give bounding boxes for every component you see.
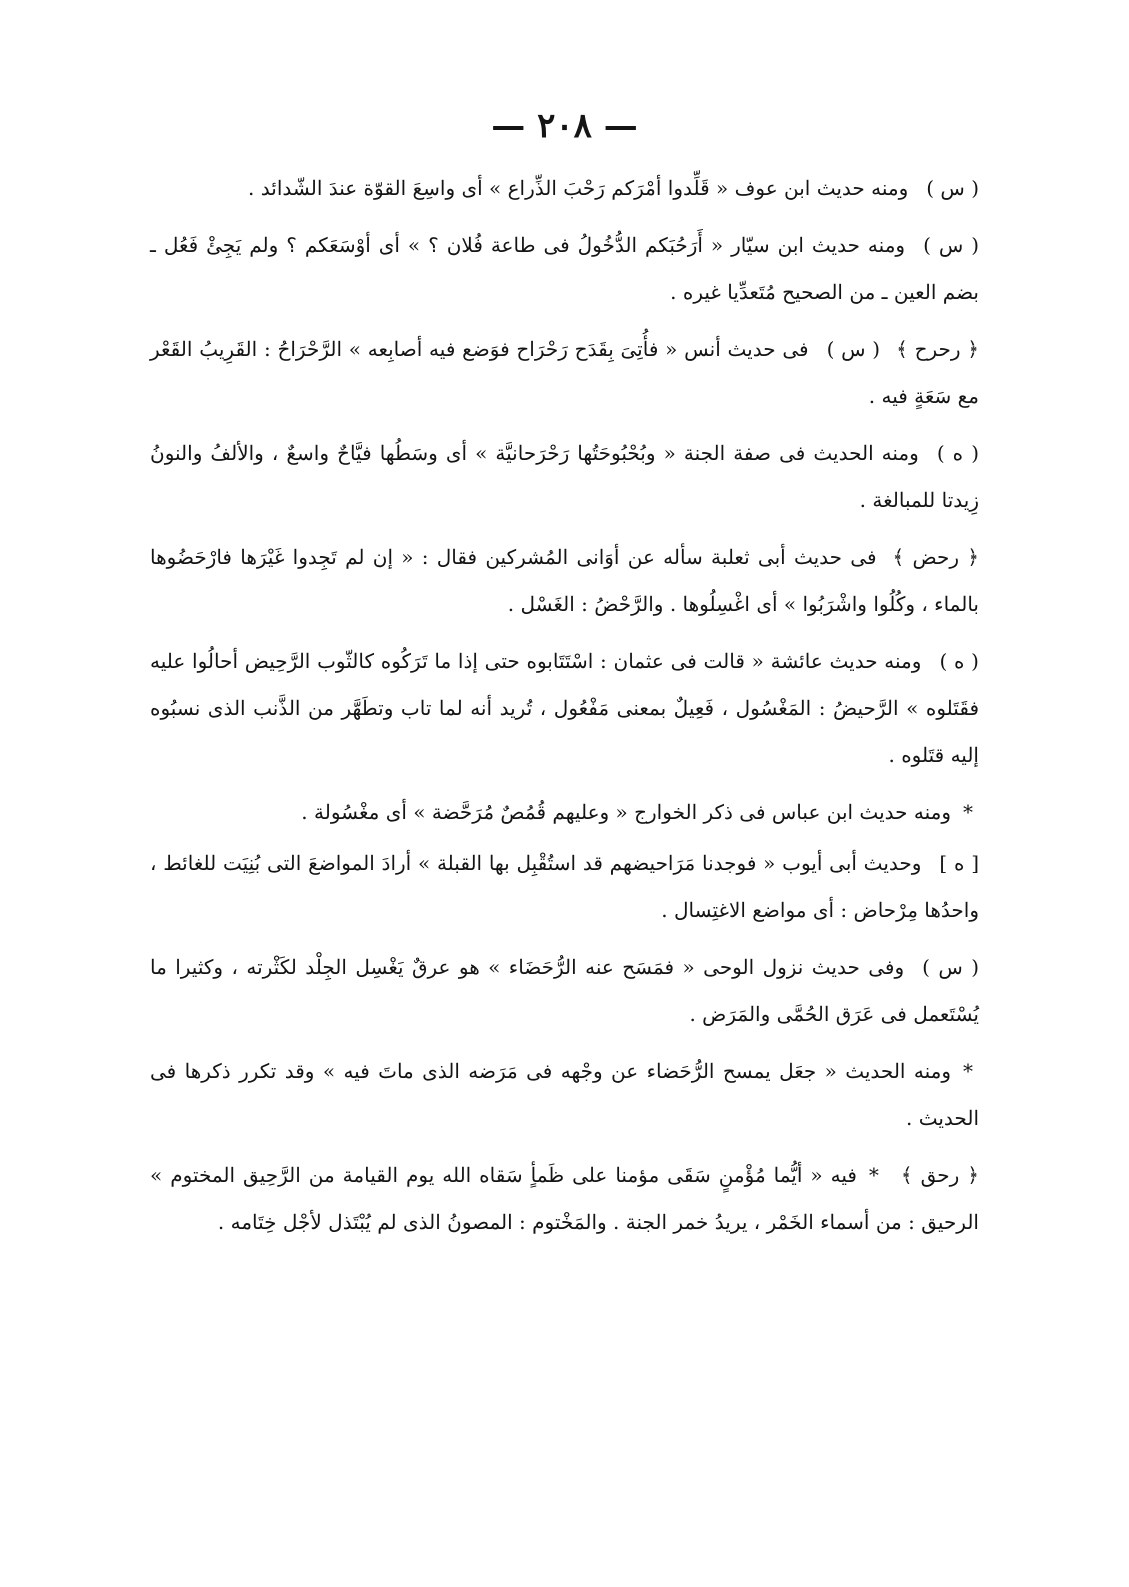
- entry-paragraph: [150, 1048, 979, 1142]
- paragraph-text: ومنه حديث ابن عباس فى ذكر الخوارج « وعليهم قُمُصٌ مُرَحَّضة » أى مغْسُولة .: [301, 800, 951, 824]
- entry-paragraph: [150, 326, 979, 420]
- entry-paragraph: [150, 222, 979, 316]
- paragraph-text: فى حديث أبى ثعلبة سأله عن أوَانى المُشركين فقال : « إن لم تَجِدوا غَيْرَها فارْحَضُوها بالماء ، وكُلُوا واشْرَبُوا » أى اغْسِلُوها . والرَّحْضُ : الغَسْل .: [150, 545, 979, 616]
- source-mark: ( س ): [826, 337, 881, 361]
- entry-paragraph: [150, 638, 979, 779]
- entry-paragraph: [150, 789, 979, 836]
- paragraph-text: ومنه حديث عائشة « قالت فى عثمان : اسْتَتَابوه حتى إذا ما تَرَكُوه كالثّوب الرَّحِيض أحالُوا عليه فقَتَلوه » الرَّحيضُ : المَغْسُول ، فَعِيلٌ بمعنى مَفْعُول ، تُريد أنه لما تاب وتطَهَّر من الذَّنب الذى نسبُوه إليه قتَلوه .: [150, 649, 979, 767]
- root-heading: ﴿ رحض ﴾: [892, 545, 979, 569]
- body-text: [150, 165, 979, 1256]
- entry-paragraph: [150, 944, 979, 1038]
- star-marker: *: [963, 1059, 973, 1083]
- paragraph-text: وحديث أبى أيوب « فوجدنا مَرَاحيضهم قد استُقْبِل بها القبلة » أرادَ المواضعَ التى بُنِيَت للغائط ، واحدُها مِرْحاض : أى مواضع الاغتِسال .: [150, 851, 979, 922]
- star-marker: *: [963, 800, 973, 824]
- root-heading: ﴿ رحق ﴾: [900, 1163, 979, 1187]
- paragraph-text: فيه « أيُّما مُؤْمنٍ سَقَى مؤمنا على ظَمأٍ سَقاه الله يوم القيامة من الرَّحِيق المختوم » الرحيق : من أسماء الخَمْر ، يريدُ خمر الجنة . والمَخْتوم : المصونُ الذى لم يُبْتَذل لأجْل خِتَامه .: [150, 1163, 979, 1234]
- source-mark: [ ه ]: [939, 851, 979, 875]
- page-number: — ٢٠٨ —: [491, 106, 638, 146]
- paragraph-text: فى حديث أنس « فأُتِىَ بِقَدَح رَحْرَاح فوَضع فيه أصابِعه » الرَّحْرَاحُ : القَرِيبُ القَعْر مع سَعَةٍ فيه .: [150, 337, 979, 408]
- entry-paragraph: [150, 165, 979, 212]
- paragraph-text: وفى حديث نزول الوحى « فمَسَح عنه الرُّحَضَاء » هو عرقٌ يَغْسِل الجِلْد لكَثْرته ، وكثيرا ما يُسْتَعمل فى عَرَق الحُمَّى والمَرَض .: [150, 955, 979, 1026]
- source-mark: ( ه ): [939, 649, 979, 673]
- paragraph-text: ومنه الحديث « جعَل يمسح الرُّحَضاء عن وجْهه فى مَرَضه الذى ماتَ فيه » وقد تكرر ذكرها فى الحديث .: [150, 1059, 979, 1130]
- paragraph-text: ومنه حديث ابن سيّار « أَرَحُبَكم الدُّخُولُ فى طاعة فُلان ؟ » أى أوْسَعَكم ؟ ولم يَجِئْ فَعُل ـ بضم العين ـ من الصحيح مُتَعدِّيا غيره .: [150, 233, 979, 304]
- source-mark: ( ه ): [936, 441, 979, 465]
- root-heading: ﴿ رحرح ﴾: [896, 337, 979, 361]
- star-marker: *: [868, 1163, 879, 1187]
- source-mark: ( س ): [922, 955, 980, 979]
- paragraph-text: ومنه الحديث فى صفة الجنة « وبُحْبُوحَتُها رَحْرَحانيَّة » أى وسَطُها فيَّاحٌ واسعٌ ، والألفُ والنونُ زِيدتا للمبالغة .: [150, 441, 979, 512]
- source-mark: ( س ): [923, 233, 979, 257]
- entry-paragraph: [150, 1152, 979, 1246]
- entry-paragraph: [150, 534, 979, 628]
- entry-paragraph: [150, 840, 979, 934]
- entry-paragraph: [150, 430, 979, 524]
- paragraph-text: ومنه حديث ابن عوف « قَلِّدوا أمْرَكم رَحْبَ الذِّراع » أى واسِعَ القوّة عندَ الشّدائد .: [248, 176, 909, 200]
- source-mark: ( س ): [926, 176, 979, 200]
